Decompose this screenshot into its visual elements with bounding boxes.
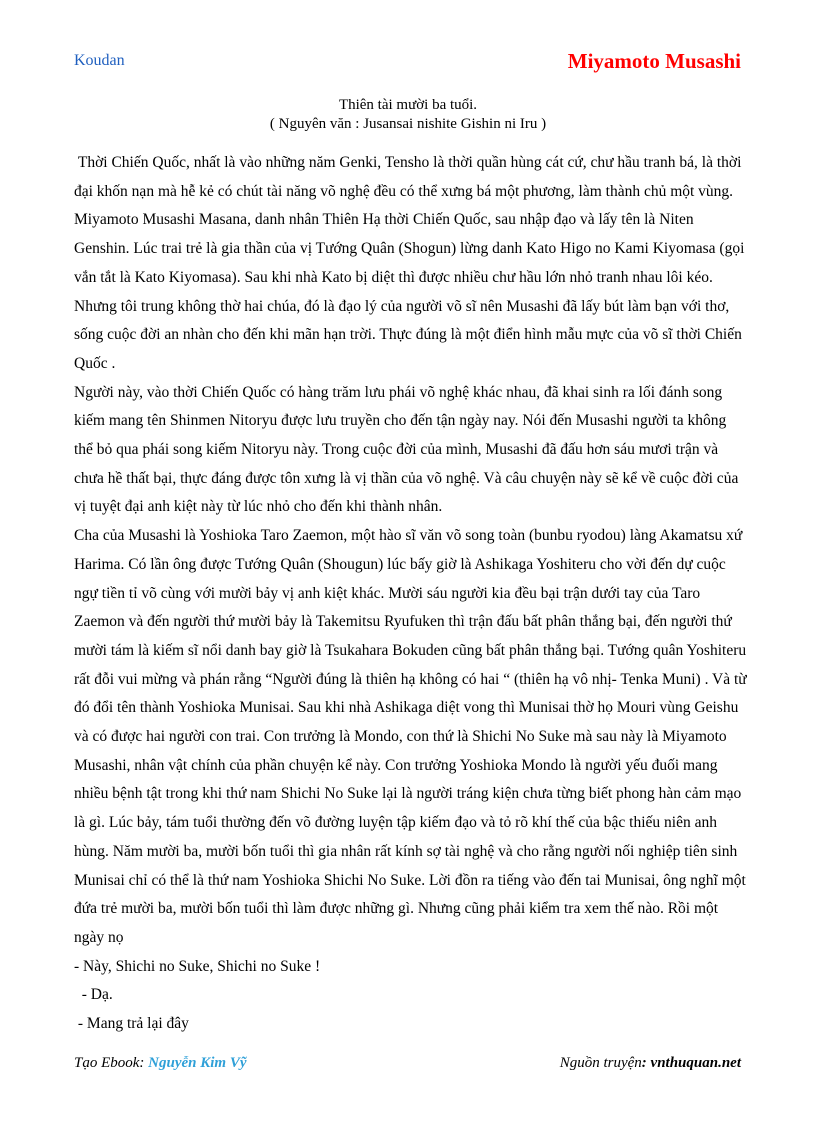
footer-sep: : — [641, 1055, 651, 1071]
chapter-title-line: Thiên tài mười ba tuổi. — [338, 97, 478, 113]
paragraph-2: Người này, vào thời Chiến Quốc có hàng trăm lưu phái võ nghệ khác nhau, đã khai sinh ra lối đánh song kiếm mang tên Shinmen Nitoryu được lưu truyền cho đến tận ngày nay. Nói đến Musashi người ta không thể bỏ qua phái song kiếm Nitoryu này. Trong cuộc đời của mình, Musashi đã đấu hơn sáu mươi trận và chưa hề thất bại, thực đáng được tôn xưng là vị thần của võ nghệ. Và câu chuyện này sẽ kể về cuộc đời của vị tuyệt đại anh kiệt này từ lúc nhỏ cho đến khi thành nhân. — [74, 383, 739, 516]
dialogue-line-2: - Dạ. — [74, 986, 113, 1004]
footer-ebook-credit — [74, 1055, 247, 1072]
header-book-title: Miyamoto Musashi — [567, 49, 741, 73]
dialogue-line-1: - Này, Shichi no Suke, Shichi no Suke ! — [74, 957, 321, 975]
paragraph-1: Thời Chiến Quốc, nhất là vào những năm Genki, Tensho là thời quần hùng cát cứ, chư hầu tranh bá, là thời đại khốn nạn mà hễ kẻ có chút tài năng võ nghệ đều có thể xưng bá một phương, làm thành chủ một vùng. Miyamoto Musashi Masana, danh nhân Thiên Hạ thời Chiến Quốc, sau nhập đạo và lấy tên là Niten Genshin. Lúc trai trẻ là gia thần của vị Tướng Quân (Shogun) lừng danh Kato Higo no Kami Kiyomasa (gọi vắn tắt là Kato Kiyomasa). Sau khi nhà Kato bị diệt thì được nhiều chư hầu lớn nhỏ tranh nhau lôi kéo. Nhưng tôi trung không thờ hai chúa, đó là đạo lý của người võ sĩ nên Musashi đã lấy bút làm bạn với thơ, sống cuộc đời an nhàn cho đến khi mãn hạn trời. Thực đúng là một điển hình mẫu mực của võ sĩ thời Chiến Quốc . — [74, 154, 749, 372]
header-left-label: Koudan — [74, 52, 125, 69]
footer-source-label: Nguồn truyện — [559, 1055, 642, 1071]
footer-source-site: vnthuquan.net — [650, 1055, 741, 1071]
dialogue-line-3: - Mang trả lại đây — [74, 1015, 189, 1033]
footer-creator-name: Nguyễn Kim Vỹ — [148, 1055, 247, 1071]
chapter-original-title: ( Nguyên văn : Jusansai nishite Gishin ni Iru ) — [269, 116, 547, 132]
footer-sep: : — [139, 1055, 149, 1071]
footer-ebook-label: Tạo Ebook — [74, 1055, 140, 1071]
footer-source-credit — [560, 1055, 741, 1072]
chapter-title — [0, 96, 816, 134]
paragraph-3: Cha của Musashi là Yoshioka Taro Zaemon, một hào sĩ văn võ song toàn (bunbu ryodou) làng Akamatsu xứ Harima. Có lần ông được Tướng Quân (Shougun) lúc bấy giờ là Ashikaga Yoshiteru cho vời đến dự cuộc ngự tiền tỉ võ cùng với mười bảy vị anh kiệt khác. Mười sáu người kia đều bại trận dưới tay của Taro Zaemon và đến người thứ mười bảy là Takemitsu Ryufuken thì trận đấu bất phân thắng bại, đến người thứ mười tám là kiếm sĩ nổi danh bay giờ là Tsukahara Bokuden cũng bất phân thắng bại. Tướng quân Yoshiteru rất đỗi vui mừng và phán rằng “Người đúng là thiên hạ không có hai “ (thiên hạ vô nhị- Tenka Muni) . Và từ đó đổi tên thành Yoshioka Munisai. Sau khi nhà Ashikaga diệt vong thì Munisai thờ họ Mouri vùng Geishu và có được hai người con trai. Con trưởng là Mondo, con thứ là Shichi No Suke mà sau này là Miyamoto Musashi, nhân vật chính của phần chuyện kể này. Con trưởng Yoshioka Mondo là người yếu đuối mang nhiều bệnh tật trong khi thứ nam Shichi No Suke lại là người tráng kiện chưa từng biết phong hàn cảm mạo là gì. Lúc bảy, tám tuổi thường đến võ đường luyện tập kiếm đạo và tỏ rõ khí thế của bậc thiếu niên anh hùng. Năm mười ba, mười bốn tuổi thì gia nhân rất kính sợ tài nghệ và cho rằng người nối nghiệp tiên sinh Munisai chỉ có thể là thứ nam Yoshioka Shichi No Suke. Lời đồn ra tiếng vào đến tai Munisai, ông nghĩ một đứa trẻ mười ba, mười bốn tuổi thì làm được những gì. Nhưng cũng phải kiểm tra xem thế nào. Rồi một ngày nọ — [74, 527, 747, 946]
body-text — [74, 149, 748, 1039]
